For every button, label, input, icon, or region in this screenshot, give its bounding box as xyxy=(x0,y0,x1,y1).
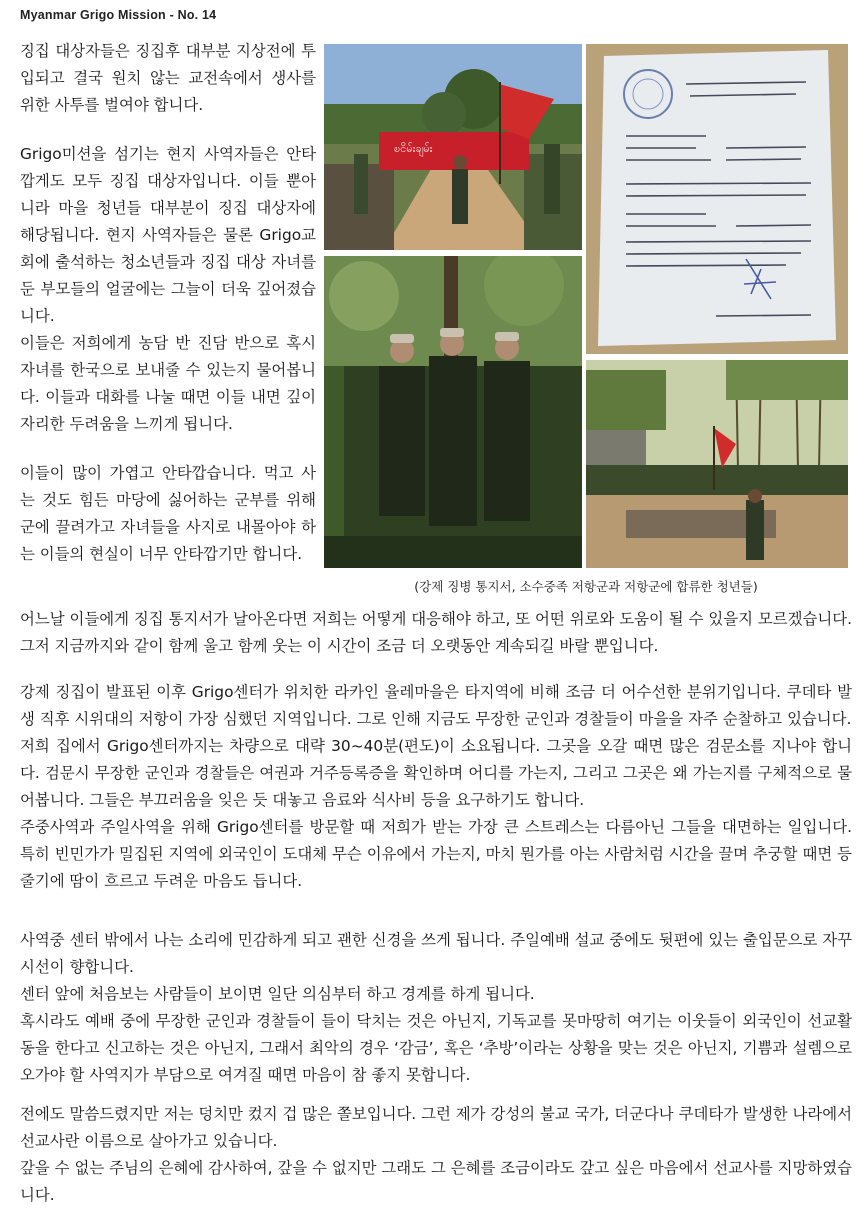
left-column-text xyxy=(20,38,316,568)
photo-youth-gathering xyxy=(586,360,848,568)
paragraph-village-atmosphere: 강제 징집이 발표된 이후 Grigo센터가 위치한 라카인 율레마을은 타지역에 비해 조금 더 어수선한 분위기입니다. 쿠데타 발생 직후 시위대의 저항이 가장 심했던 지역입니다. 그로 인해 지금도 무장한 군인과 경찰들이 마을을 자주 순찰하고 있습니다. xyxy=(20,683,852,728)
paragraph-conscription-frontline: 징집 대상자들은 징집후 대부분 지상전에 투입되고 결국 원치 않는 교전속에서 생사를 위한 사투를 벌여야 합니다. xyxy=(20,42,316,114)
body-block-calling xyxy=(20,1101,852,1209)
paragraph-coward: 전에도 말씀드렸지만 저는 덩치만 컸지 겁 많은 쫄보입니다. 그런 제가 강성의 불교 국가, 더군다나 쿠데타가 발생한 나라에서 선교사란 이름으로 살아가고 있습니다. xyxy=(20,1105,852,1150)
photo-caption: (강제 징병 통지서, 소수중족 저항군과 저항군에 합류한 청년들) xyxy=(414,579,758,594)
paragraph-stress: 주중사역과 주일사역을 위해 Grigo센터를 방문할 때 저희가 받는 가장 큰 스트레스는 다름아닌 그들을 대면하는 일입니다. 특히 빈민가가 밀집된 지역에 외국인이 도대체 무슨 이유에서 가는지, 마치 뭔가를 아는 사람처럼 시간을 끌며 추궁할 때면 등줄기에 땀이 흐르고 두려운 마음도 듭니다. xyxy=(20,818,852,890)
body-block-ministry xyxy=(20,927,852,1089)
paragraph-grace: 갚을 수 없는 주님의 은혜에 감사하여, 갚을 수 없지만 그래도 그 은혜를 조금이라도 갚고 싶은 마음에서 선교사를 지망하였습니다. xyxy=(20,1159,852,1204)
photo-conscription-notice xyxy=(586,44,848,354)
paragraph-sorrow: 이들이 많이 가엽고 안타깝습니다. 먹고 사는 것도 힘든 마당에 싫어하는 군부를 위해 군에 끌려가고 자녀들을 사지로 내몰아야 하는 이들의 현실이 너무 안타깝기만 합니다. xyxy=(20,464,316,563)
paragraph-suspicion: 센터 앞에 처음보는 사람들이 보이면 일단 의심부터 하고 경계를 하게 됩니다. xyxy=(20,985,535,1003)
newsletter-header: Myanmar Grigo Mission - No. 14 xyxy=(20,8,217,22)
svg-text:ၿငိမ်းချမ်း: ၿငိမ်းချမ်း xyxy=(394,142,433,155)
paragraph-sensitivity: 사역중 센터 밖에서 나는 소리에 민감하게 되고 괜한 신경을 쓰게 됩니다. 주일예배 설교 중에도 뒷편에 있는 출입문으로 자꾸 시선이 향합니다. xyxy=(20,931,852,976)
photo-resistance-fighters xyxy=(324,256,582,568)
paragraph-how-to-respond: 어느날 이들에게 징집 통지서가 날아온다면 저희는 어떻게 대응해야 하고, 또 어떤 위로와 도움이 될 수 있을지 모르겠습니다. 그저 지금까지와 같이 함께 울고 함께 웃는 이 시간이 조금 더 오랫동안 계속되길 바랄 뿐입니다. xyxy=(20,610,852,655)
paragraph-worries: 혹시라도 예배 중에 무장한 군인과 경찰들이 들이 닥치는 것은 아닌지, 기독교를 못마땅히 여기는 이웃들이 외국인이 선교활동을 한다고 신고하는 것은 아닌지, 그래서 최악의 경우 ‘감금’, 혹은 ‘추방’이라는 상황을 맞는 것은 아닌지, 기쁨과 설렘으로 오가야 할 사역지가 부담으로 여겨질 때면 마음이 참 좋지 못합니다. xyxy=(20,1012,852,1084)
photo-protest-march xyxy=(324,44,582,250)
paragraph-local-workers: Grigo미션을 섬기는 현지 사역자들은 안타깝게도 모두 징집 대상자입니다. 이들 뿐아니라 마을 청년들 대부분이 징집 대상자에 해당됩니다. 현지 사역자들은 물론 Grigo교회에 출석하는 청소년들과 징집 대상 자녀를 둔 부모들의 얼굴에는 그늘이 더욱 깊어졌습니다. xyxy=(20,145,316,325)
paragraph-checkpoints: 저희 집에서 Grigo센터까지는 차량으로 대략 30~40분(편도)이 소요됩니다. 그곳을 오갈 때면 많은 검문소를 지나야 합니다. 검문시 무장한 군인과 경찰들은 여권과 거주등록증을 확인하며 어디를 가는지, 그리고 그곳은 왜 가는지를 구체적으로 물어봅니다. 그들은 부끄러움을 잊은 듯 대놓고 음료와 식사비 등을 요구하기도 합니다. xyxy=(20,737,852,809)
body-block-village xyxy=(20,679,852,895)
paragraph-korea-request: 이들은 저희에게 농담 반 진담 반으로 혹시 자녀를 한국으로 보내줄 수 있는지 물어봅니다. 이들과 대화를 나눌 때면 이들 내면 깊이 자리한 두려움을 느끼게 됩니다. xyxy=(20,334,316,433)
body-block-response xyxy=(20,606,852,660)
